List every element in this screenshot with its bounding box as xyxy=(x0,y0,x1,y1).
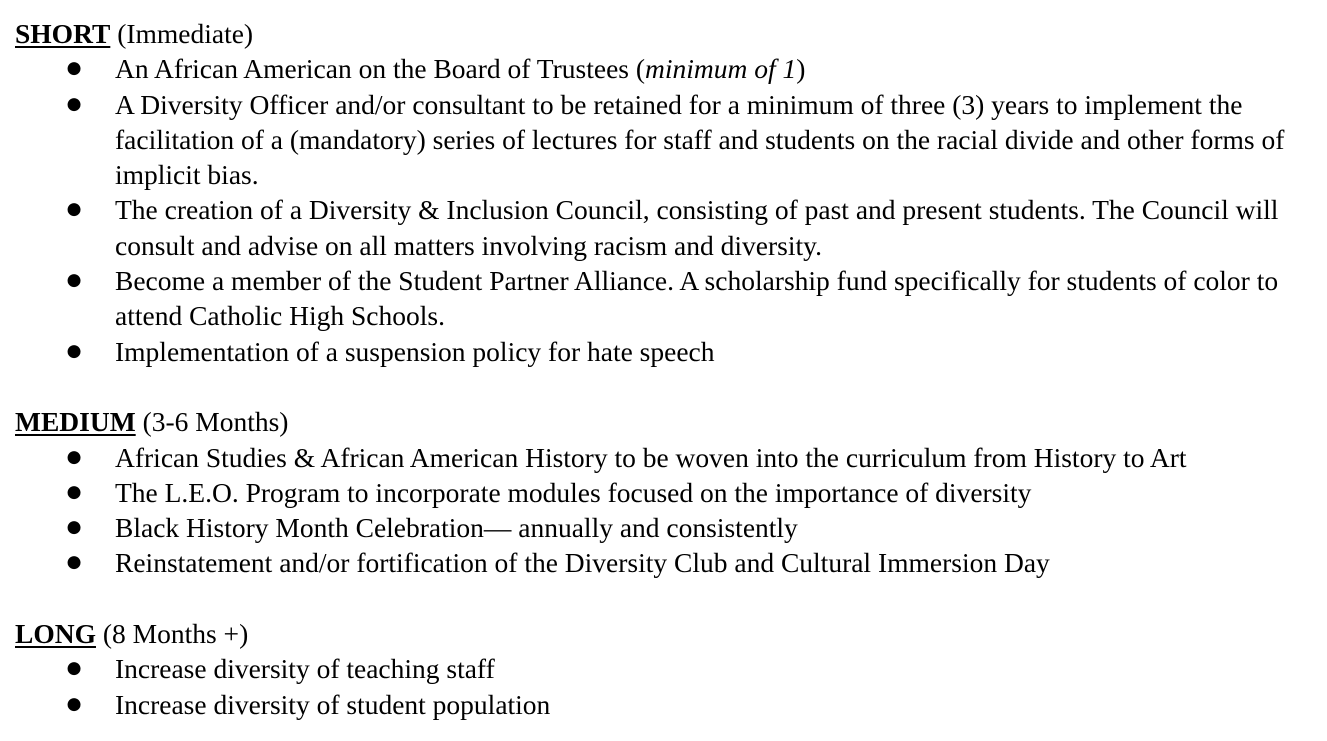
section-long xyxy=(15,616,1325,722)
section-short xyxy=(15,16,1325,369)
list-item xyxy=(15,440,1325,475)
bullet-icon: ● xyxy=(66,658,82,679)
section-label: SHORT xyxy=(15,18,111,49)
list-item-text: The creation of a Diversity & Inclusion Council, consisting of past and present students. The Council will consult and advise on all matters involving racism and diversity. xyxy=(115,194,1279,261)
list-item xyxy=(15,263,1325,334)
list-item-text-italic: minimum of 1 xyxy=(645,53,797,85)
document-body xyxy=(15,16,1325,722)
bullet-icon: ● xyxy=(66,481,82,502)
bullet-list xyxy=(15,51,1325,369)
list-item-text: Increase diversity of teaching staff xyxy=(115,653,495,685)
section-label: MEDIUM xyxy=(15,406,136,438)
bullet-icon: ● xyxy=(66,693,82,714)
bullet-list xyxy=(15,651,1325,722)
bullet-icon: ● xyxy=(66,552,82,573)
bullet-icon: ● xyxy=(66,446,82,467)
list-item-text-after: ) xyxy=(796,53,806,85)
bullet-icon: ● xyxy=(66,199,82,220)
list-item xyxy=(15,334,1325,369)
section-heading xyxy=(15,616,1325,651)
list-item-text: Become a member of the Student Partner Alliance. A scholarship fund specifically for students of color to attend Catholic High Schools. xyxy=(115,265,1279,332)
list-item-text: African Studies & African American History to be woven into the curriculum from History to Art xyxy=(115,441,1187,473)
bullet-list xyxy=(15,440,1325,581)
list-item xyxy=(15,192,1325,263)
section-heading xyxy=(15,16,1325,51)
bullet-icon: ● xyxy=(66,93,82,114)
list-item-text: Implementation of a suspension policy for hate speech xyxy=(115,335,715,367)
list-item-text: Reinstatement and/or fortification of the Diversity Club and Cultural Immersion Day xyxy=(115,547,1050,579)
section-medium xyxy=(15,404,1325,580)
list-item xyxy=(15,87,1325,193)
list-item xyxy=(15,51,1325,86)
list-item-text: A Diversity Officer and/or consultant to be retained for a minimum of three (3) years to implement the facilitation of a (mandatory) series of lectures for staff and students on the racial divide and other forms of implicit bias. xyxy=(115,88,1285,191)
list-item xyxy=(15,651,1325,686)
bullet-icon: ● xyxy=(66,270,82,291)
list-item xyxy=(15,545,1325,580)
list-item xyxy=(15,475,1325,510)
list-item-text: The L.E.O. Program to incorporate modules focused on the importance of diversity xyxy=(115,476,1032,508)
list-item xyxy=(15,510,1325,545)
list-item-text xyxy=(115,53,805,84)
section-heading xyxy=(15,404,1325,439)
list-item xyxy=(15,687,1325,722)
section-qualifier: (3-6 Months) xyxy=(135,406,289,438)
list-item-text: Black History Month Celebration— annually and consistently xyxy=(115,512,798,544)
section-qualifier: (Immediate) xyxy=(110,18,254,49)
section-qualifier: (8 Months +) xyxy=(95,618,249,650)
section-label: LONG xyxy=(15,618,96,650)
bullet-icon: ● xyxy=(66,517,82,538)
list-item-text: Increase diversity of student population xyxy=(115,688,551,720)
list-item-text-before: An African American on the Board of Trustees ( xyxy=(115,53,646,85)
bullet-icon: ● xyxy=(66,58,82,79)
bullet-icon: ● xyxy=(66,340,82,361)
